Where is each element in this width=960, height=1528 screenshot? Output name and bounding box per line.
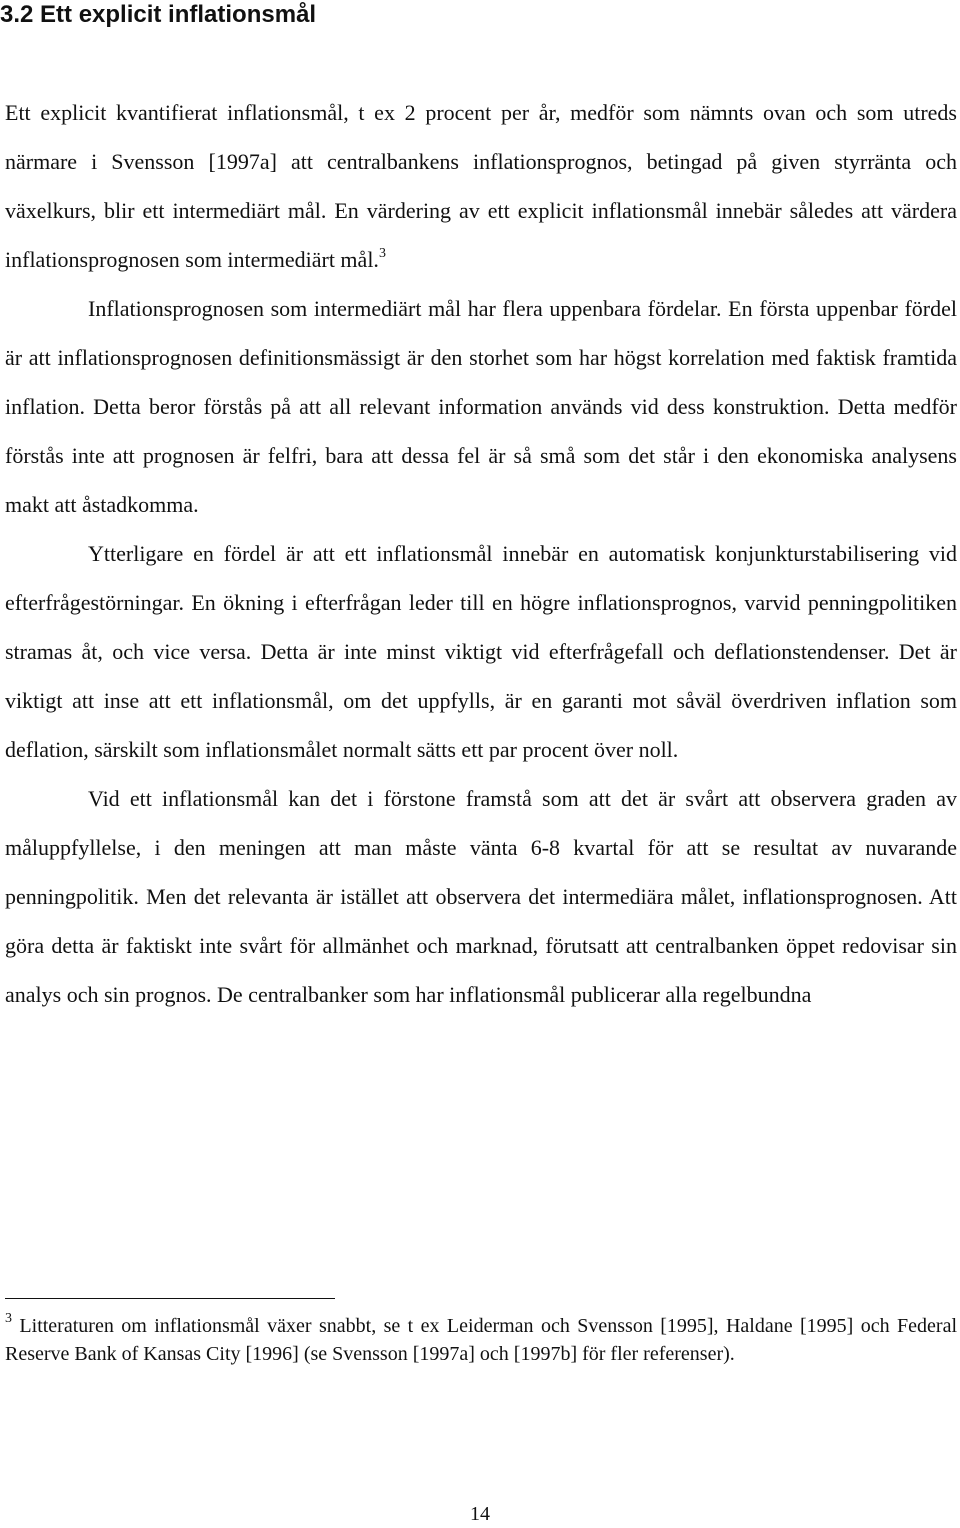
footnote-divider bbox=[5, 1298, 335, 1299]
paragraph-1-text: Ett explicit kvantifierat inflationsmål, t ex 2 procent per år, medför som nämnts ovan och som utreds närmare i Svensson [1997a] att centralbankens inflationsprognos, betingad på given styrränta och växelkurs, blir ett intermediärt mål. En värdering av ett explicit inflationsmål innebär således att värdera inflationsprognosen som intermediärt mål. bbox=[5, 100, 957, 272]
paragraph-4: Vid ett inflationsmål kan det i förstone framstå som att det är svårt att observera graden av måluppfyllelse, i den meningen att man måste vänta 6-8 kvartal för att se resultat av nuvarande penningpolitik. Men det relevanta är istället att observera det intermediära målet, inflationsprognosen. Att göra detta är faktiskt inte svårt för allmänhet och marknad, förutsatt att centralbanken öppet redovisar sin analys och sin prognos. De centralbanker som har inflationsmål publicerar alla regelbundna bbox=[5, 786, 957, 1007]
footnote-number: 3 bbox=[5, 1311, 12, 1327]
paragraph-1 bbox=[5, 88, 957, 284]
section-heading: 3.2 Ett explicit inflationsmål bbox=[0, 1, 317, 28]
footnote bbox=[5, 1312, 957, 1368]
body-text bbox=[5, 88, 957, 1019]
footnote-reference: 3 bbox=[378, 245, 386, 261]
page-number: 14 bbox=[470, 1503, 490, 1525]
paragraph-3: Ytterligare en fördel är att ett inflationsmål innebär en automatisk konjunkturstabilisering vid efterfrågestörningar. En ökning i efterfrågan leder till en högre inflationsprognos, varvid penningpolitiken stramas åt, och vice versa. Detta är inte minst viktigt vid efterfrågefall och deflationstendenser. Det är viktigt att inse att ett inflationsmål, om det uppfylls, är en garanti mot såväl överdriven inflation som deflation, särskilt som inflationsmålet normalt sätts ett par procent över noll. bbox=[5, 541, 957, 762]
paragraph-2: Inflationsprognosen som intermediärt mål har flera uppenbara fördelar. En första uppenbar fördel är att inflationsprognosen definitionsmässigt är den storhet som har högst korrelation med faktisk framtida inflation. Detta beror förstås på att all relevant information används vid dess konstruktion. Detta medför förstås inte att prognosen är felfri, bara att dessa fel är så små som det står i den ekonomiska analysens makt att åstadkomma. bbox=[5, 296, 957, 517]
footnote-text: Litteraturen om inflationsmål växer snabbt, se t ex Leiderman och Svensson [1995], Haldane [1995] och Federal Reserve Bank of Kansas City [1996] (se Svensson [1997a] och [1997b] för fler referenser). bbox=[5, 1315, 957, 1365]
